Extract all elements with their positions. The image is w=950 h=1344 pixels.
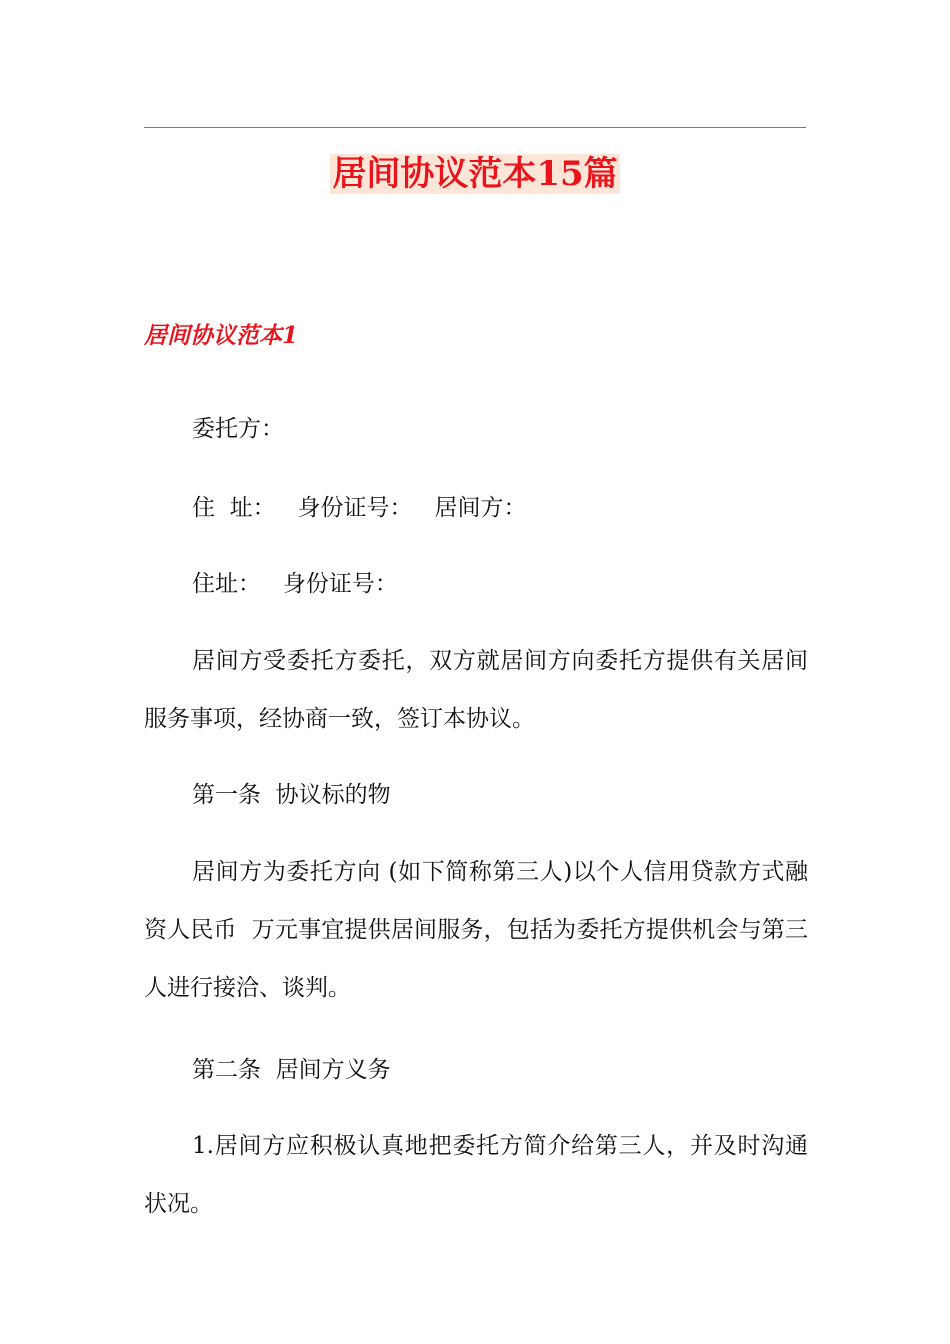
article-2-heading: 第二条 居间方义务 — [192, 1057, 391, 1083]
paragraph-preamble: 居间方受委托方委托，双方就居间方向委托方提供有关居间服务事项，经协商一致，签订本协议。 — [144, 648, 808, 732]
article-2-item-1: 1.居间方应积极认真地把委托方简介给第三人，并及时沟通状况。 — [144, 1133, 808, 1217]
document-title — [0, 148, 950, 200]
paragraph-address-id: 住址： 身份证号： — [192, 571, 398, 597]
article-1-heading: 第一条 协议标的物 — [192, 782, 391, 808]
paragraph-address-id-intermediary: 住 址： 身份证号： 居间方： — [192, 495, 527, 521]
document-title-text: 居间协议范本15篇 — [332, 154, 618, 194]
paragraph-client: 委托方： — [192, 416, 284, 442]
section-title: 居间协议范本1 — [144, 322, 299, 349]
header-rule — [144, 127, 806, 128]
article-1-body: 居间方为委托方向 (如下简称第三人)以个人信用贷款方式融资人民币 万元事宜提供居间服务，包括为委托方提供机会与第三人进行接洽、谈判。 — [144, 859, 808, 1001]
